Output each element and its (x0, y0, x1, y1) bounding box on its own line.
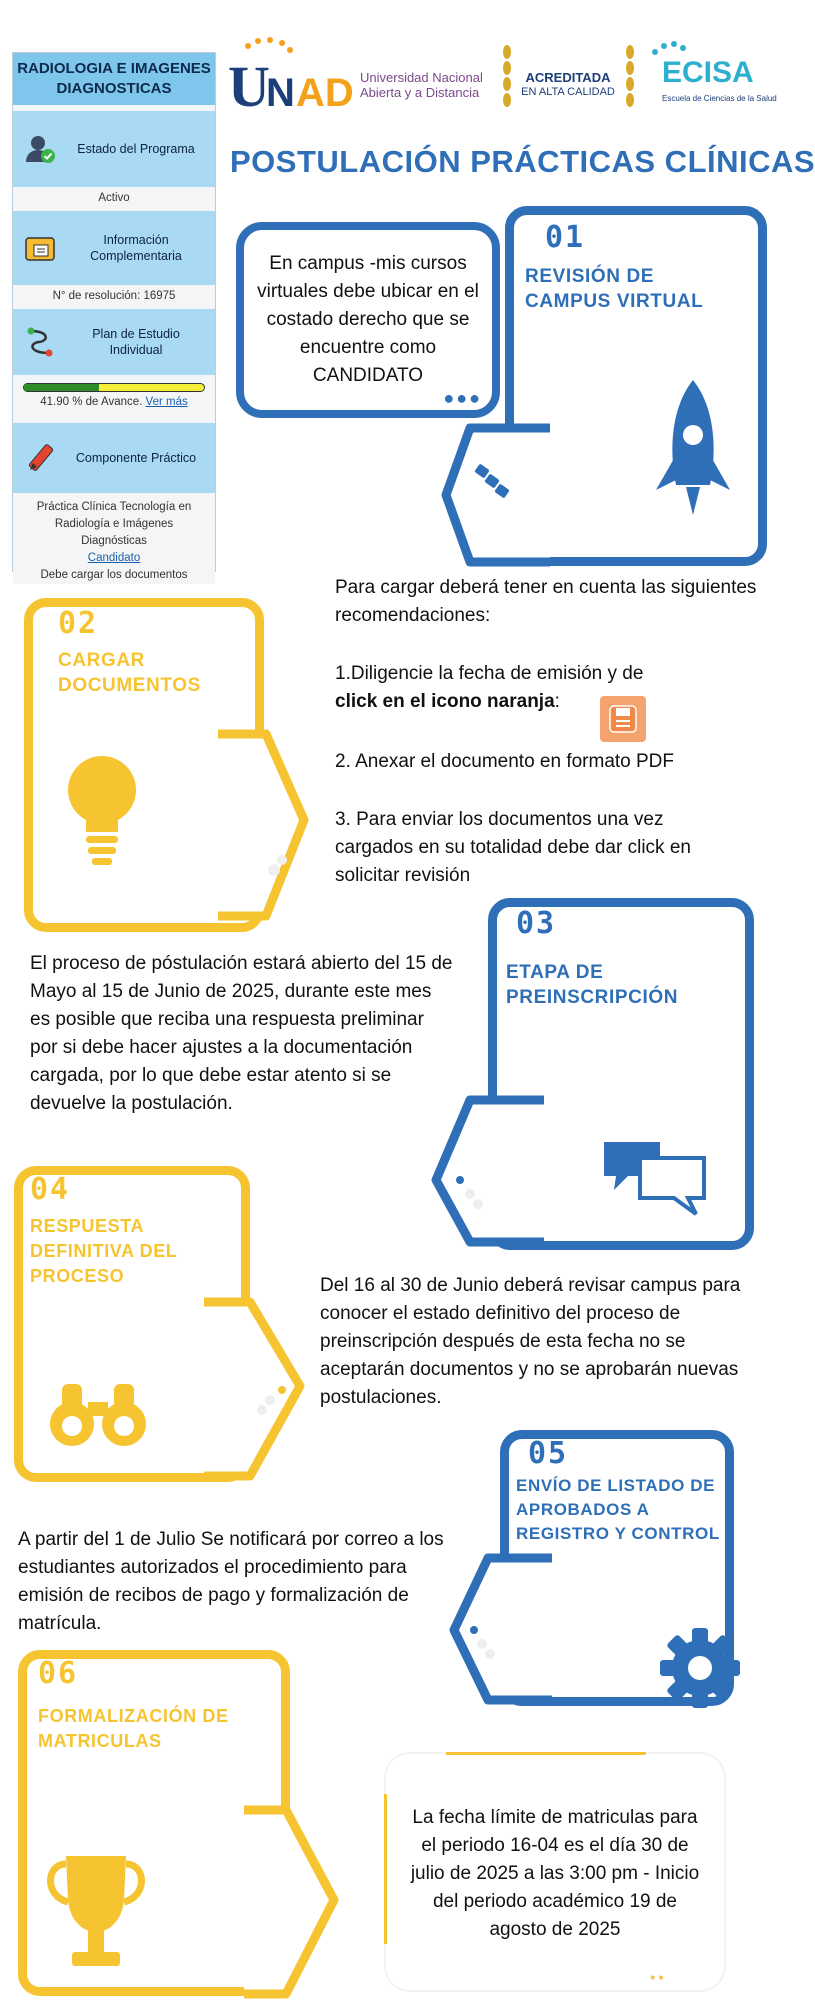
laurel-left-icon (497, 44, 517, 110)
step-01-title: REVISIÓN DE CAMPUS VIRTUAL (525, 266, 704, 312)
step-06-arrow (240, 1800, 340, 1998)
progress-text (13, 394, 215, 411)
program-status-block[interactable] (13, 111, 215, 187)
step-06-title: FORMALIZACIÓN DE MATRICULAS (38, 1706, 229, 1751)
step-02-recommendation-1: 1.Diligencie la fecha de emisión y de click en el icono naranja: (335, 663, 644, 712)
step-02-title: CARGAR DOCUMENTOS (58, 650, 201, 696)
step-01-speech-bubble (236, 222, 500, 418)
study-plan-block[interactable] (13, 309, 215, 375)
bubble-dots-icon: ●●● (443, 388, 482, 408)
progress-fill (24, 384, 99, 391)
see-more-link[interactable]: Ver más (145, 396, 188, 408)
page-title: POSTULACIÓN PRÁCTICAS CLÍNICAS (230, 144, 815, 179)
trophy-icon (38, 1850, 154, 1980)
step-03-number: 03 (516, 906, 557, 941)
step-06-text: La fecha límite de matriculas para el periodo 16-04 es el día 30 de julio de 2025 a las 3:00 pm - Inicio del periodo académico 19 de agosto de 2025 (410, 1807, 700, 1940)
step-04-title: RESPUESTA DEFINITIVA DEL PROCESO (30, 1216, 178, 1286)
step-06-text-box (384, 1752, 726, 1992)
resolution-number: N° de resolución: 16975 (13, 285, 215, 309)
status-check-icon (23, 132, 57, 166)
candidate-link[interactable]: Candidato (87, 552, 141, 564)
unad-logo-text-ad: AD (296, 71, 354, 115)
study-plan-label: Plan de Estudio Individual (92, 327, 180, 357)
program-title: RADIOLOGIA E IMAGENES DIAGNOSTICAS (13, 53, 215, 105)
step-05-number: 05 (528, 1436, 569, 1471)
ecisa-logo: ECISA (662, 56, 754, 89)
gear-icon (658, 1626, 742, 1710)
step-02-rec1-bold: click en el icono naranja (335, 691, 555, 712)
step-01-text: En campus -mis cursos virtuales debe ubicar en el costado derecho que se encuentre como CANDIDATO (257, 253, 479, 386)
step-03-title: ETAPA DE PREINSCRIPCIÓN (506, 962, 679, 1008)
step-01-arrow (440, 420, 560, 570)
lightbulb-icon (62, 752, 142, 872)
orange-save-icon[interactable] (600, 696, 646, 742)
practical-component-block[interactable] (13, 423, 215, 493)
step-06-number: 06 (38, 1656, 79, 1691)
unad-logo-text-u: U (228, 54, 270, 119)
complementary-info-label: Información Complementaria (90, 233, 182, 263)
program-status-label: Estado del Programa (77, 142, 195, 156)
path-icon (23, 325, 57, 359)
accreditation-badge (516, 70, 620, 100)
step-02-recommendation-3: 3. Para enviar los documentos una vez cargados en su totalidad debe dar click en solicitar revisión (335, 809, 691, 886)
ecisa-subtitle: Escuela de Ciencias de la Salud (662, 94, 777, 103)
unad-logo-text-n: N (266, 71, 295, 115)
step-02-recommendation-2: 2. Anexar el documento en formato PDF (335, 751, 675, 772)
step-01-number: 01 (545, 220, 586, 255)
step-04-arrow (200, 1290, 310, 1490)
step-05-text: A partir del 1 de Julio Se notificará por correo a los estudiantes autorizados el procedimiento para emisión de recibos de pago y formalización de matrícula. (18, 1529, 444, 1634)
info-folder-icon (23, 231, 57, 265)
text-box-dots-icon: ●● (650, 1972, 667, 1982)
rocket-icon (648, 375, 738, 525)
text-box-accent-left (384, 1794, 387, 1944)
step-05-title: ENVÍO DE LISTADO DE APROBADOS A REGISTRO Y CONTROL (516, 1476, 720, 1543)
text-box-accent-top (446, 1752, 646, 1755)
step-02-intro: Para cargar deberá tener en cuenta las siguientes recomendaciones: (335, 577, 757, 626)
practice-name: Práctica Clínica Tecnología en Radiología e Imágenes Diagnósticas (36, 501, 192, 547)
step-03-text: El proceso de póstulación estará abierto del 15 de Mayo al 15 de Junio de 2025, durante este mes es posible que reciba una respuesta preliminar por si debe hacer ajustes a la documentación cargada, por lo que debe estar atento si se devuelve la postulación. (30, 953, 453, 1114)
accreditation-subtext: EN ALTA CALIDAD (521, 86, 615, 98)
laurel-right-icon (620, 44, 640, 110)
practical-component-label: Componente Práctico (75, 451, 197, 465)
upload-reminder: Debe cargar los documentos (40, 569, 188, 581)
chat-icon (600, 1138, 710, 1218)
pencil-icon (23, 441, 57, 475)
program-status-value: Activo (13, 187, 215, 211)
progress-value: 41.90 % de Avance. (40, 396, 143, 408)
complementary-info-block[interactable] (13, 211, 215, 285)
progress-area (13, 383, 215, 417)
step-04-text: Del 16 al 30 de Junio deberá revisar campus para conocer el estado definitivo del proceso de preinscripción después de esta fecha no se aceptarán documentos y no se aprobarán nuevas postulaciones. (320, 1275, 741, 1408)
practical-component-detail (13, 493, 215, 584)
unad-logo (228, 36, 358, 119)
accreditation-text: ACREDITADA (525, 70, 611, 85)
progress-bar (23, 383, 205, 392)
binoculars-icon (48, 1380, 148, 1450)
step-02-number: 02 (58, 606, 99, 641)
step-04-number: 04 (30, 1172, 71, 1207)
university-name: Universidad Nacional Abierta y a Distancia (360, 70, 483, 100)
step-02-arrow (214, 720, 314, 940)
step-02-rec1-text: 1.Diligencie la fecha de emisión y de (335, 663, 644, 684)
program-panel (12, 52, 216, 581)
